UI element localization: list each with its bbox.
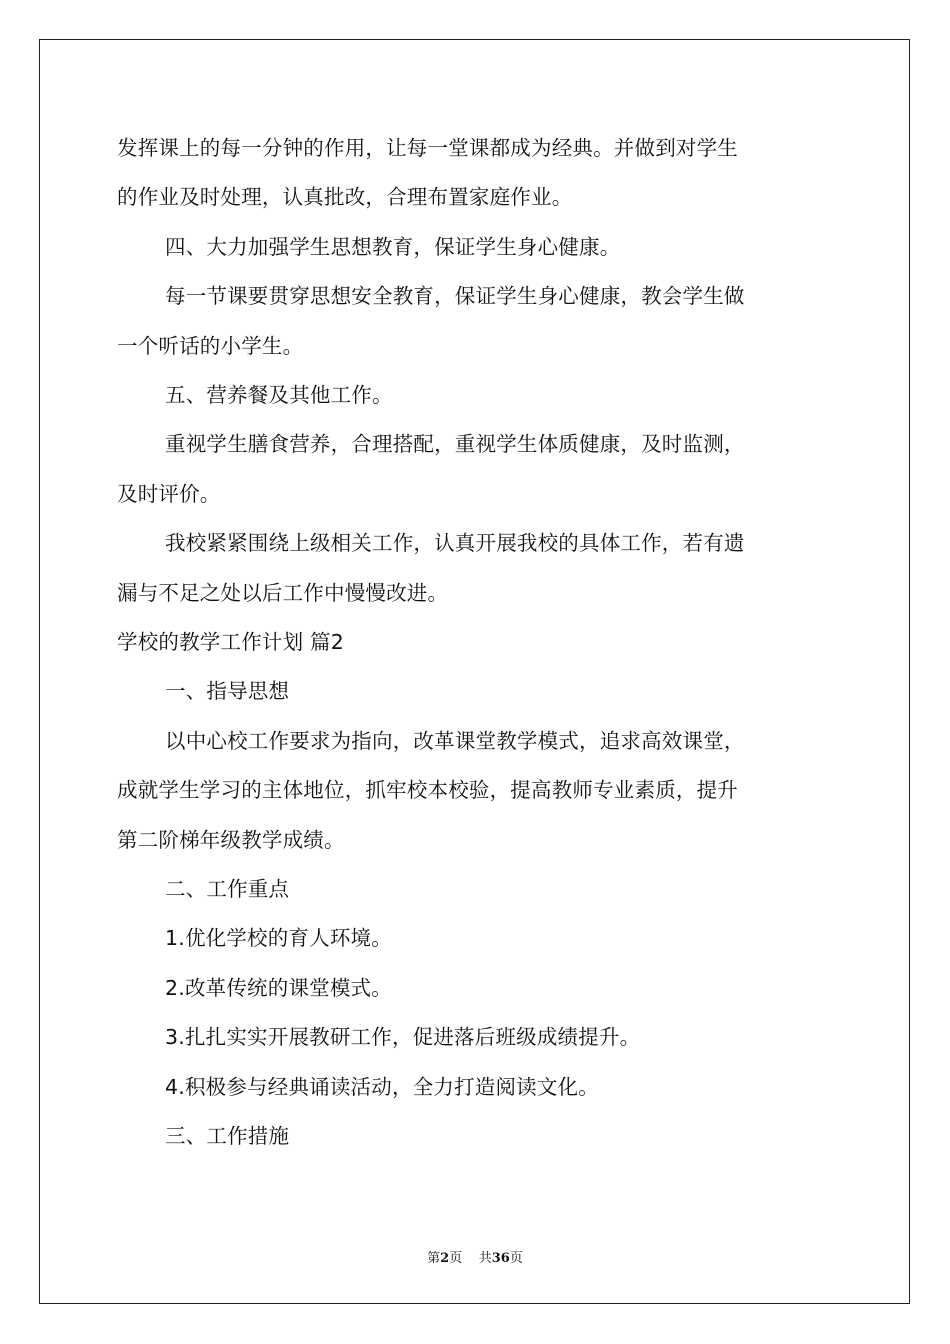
text-line: 1.优化学校的育人环境。	[165, 926, 392, 951]
text-line: 第二阶梯年级教学成绩。	[117, 827, 345, 852]
text-line: 发挥课上的每一分钟的作用，让每一堂课都成为经典。并做到对学生	[117, 136, 738, 160]
text-line: 的作业及时处理，认真批改，合理布置家庭作业。	[117, 185, 573, 210]
text-line: 四、大力加强学生思想教育，保证学生身心健康。	[165, 234, 621, 259]
text-line: 一个听话的小学生。	[117, 333, 304, 358]
text-line: 以中心校工作要求为指向，改革课堂教学模式，追求高效课堂，	[165, 728, 745, 753]
page-suffix: 页	[449, 1251, 463, 1266]
page-prefix: 第	[427, 1251, 441, 1266]
page-number: 2	[440, 1251, 450, 1266]
total-prefix: 共	[478, 1251, 492, 1266]
text-line: 我校紧紧围绕上级相关工作，认真开展我校的具体工作，若有遗	[165, 531, 745, 556]
text-line: 重视学生膳食营养，合理搭配，重视学生体质健康，及时监测，	[165, 432, 745, 457]
text-line: 每一节课要贯穿思想安全教育，保证学生身心健康，教会学生做	[165, 284, 745, 309]
page-footer	[0, 1247, 950, 1266]
text-line: 三、工作措施	[165, 1124, 290, 1148]
section-heading: 学校的教学工作计划 篇2	[117, 630, 344, 654]
total-suffix: 页	[509, 1251, 523, 1266]
text-line: 3.扎扎实实开展教研工作，促进落后班级成绩提升。	[165, 1025, 641, 1050]
text-line: 五、营养餐及其他工作。	[165, 383, 393, 407]
text-line: 4.积极参与经典诵读活动，全力打造阅读文化。	[165, 1074, 599, 1099]
text-line: 漏与不足之处以后工作中慢慢改进。	[117, 580, 449, 605]
text-line: 及时评价。	[117, 481, 221, 506]
text-line: 二、工作重点	[165, 877, 290, 901]
total-pages: 36	[491, 1251, 510, 1266]
text-line: 一、指导思想	[165, 679, 290, 704]
text-line: 成就学生学习的主体地位，抓牢校本校验，提高教师专业素质，提升	[117, 778, 738, 803]
text-line: 2.改革传统的课堂模式。	[165, 975, 392, 1000]
